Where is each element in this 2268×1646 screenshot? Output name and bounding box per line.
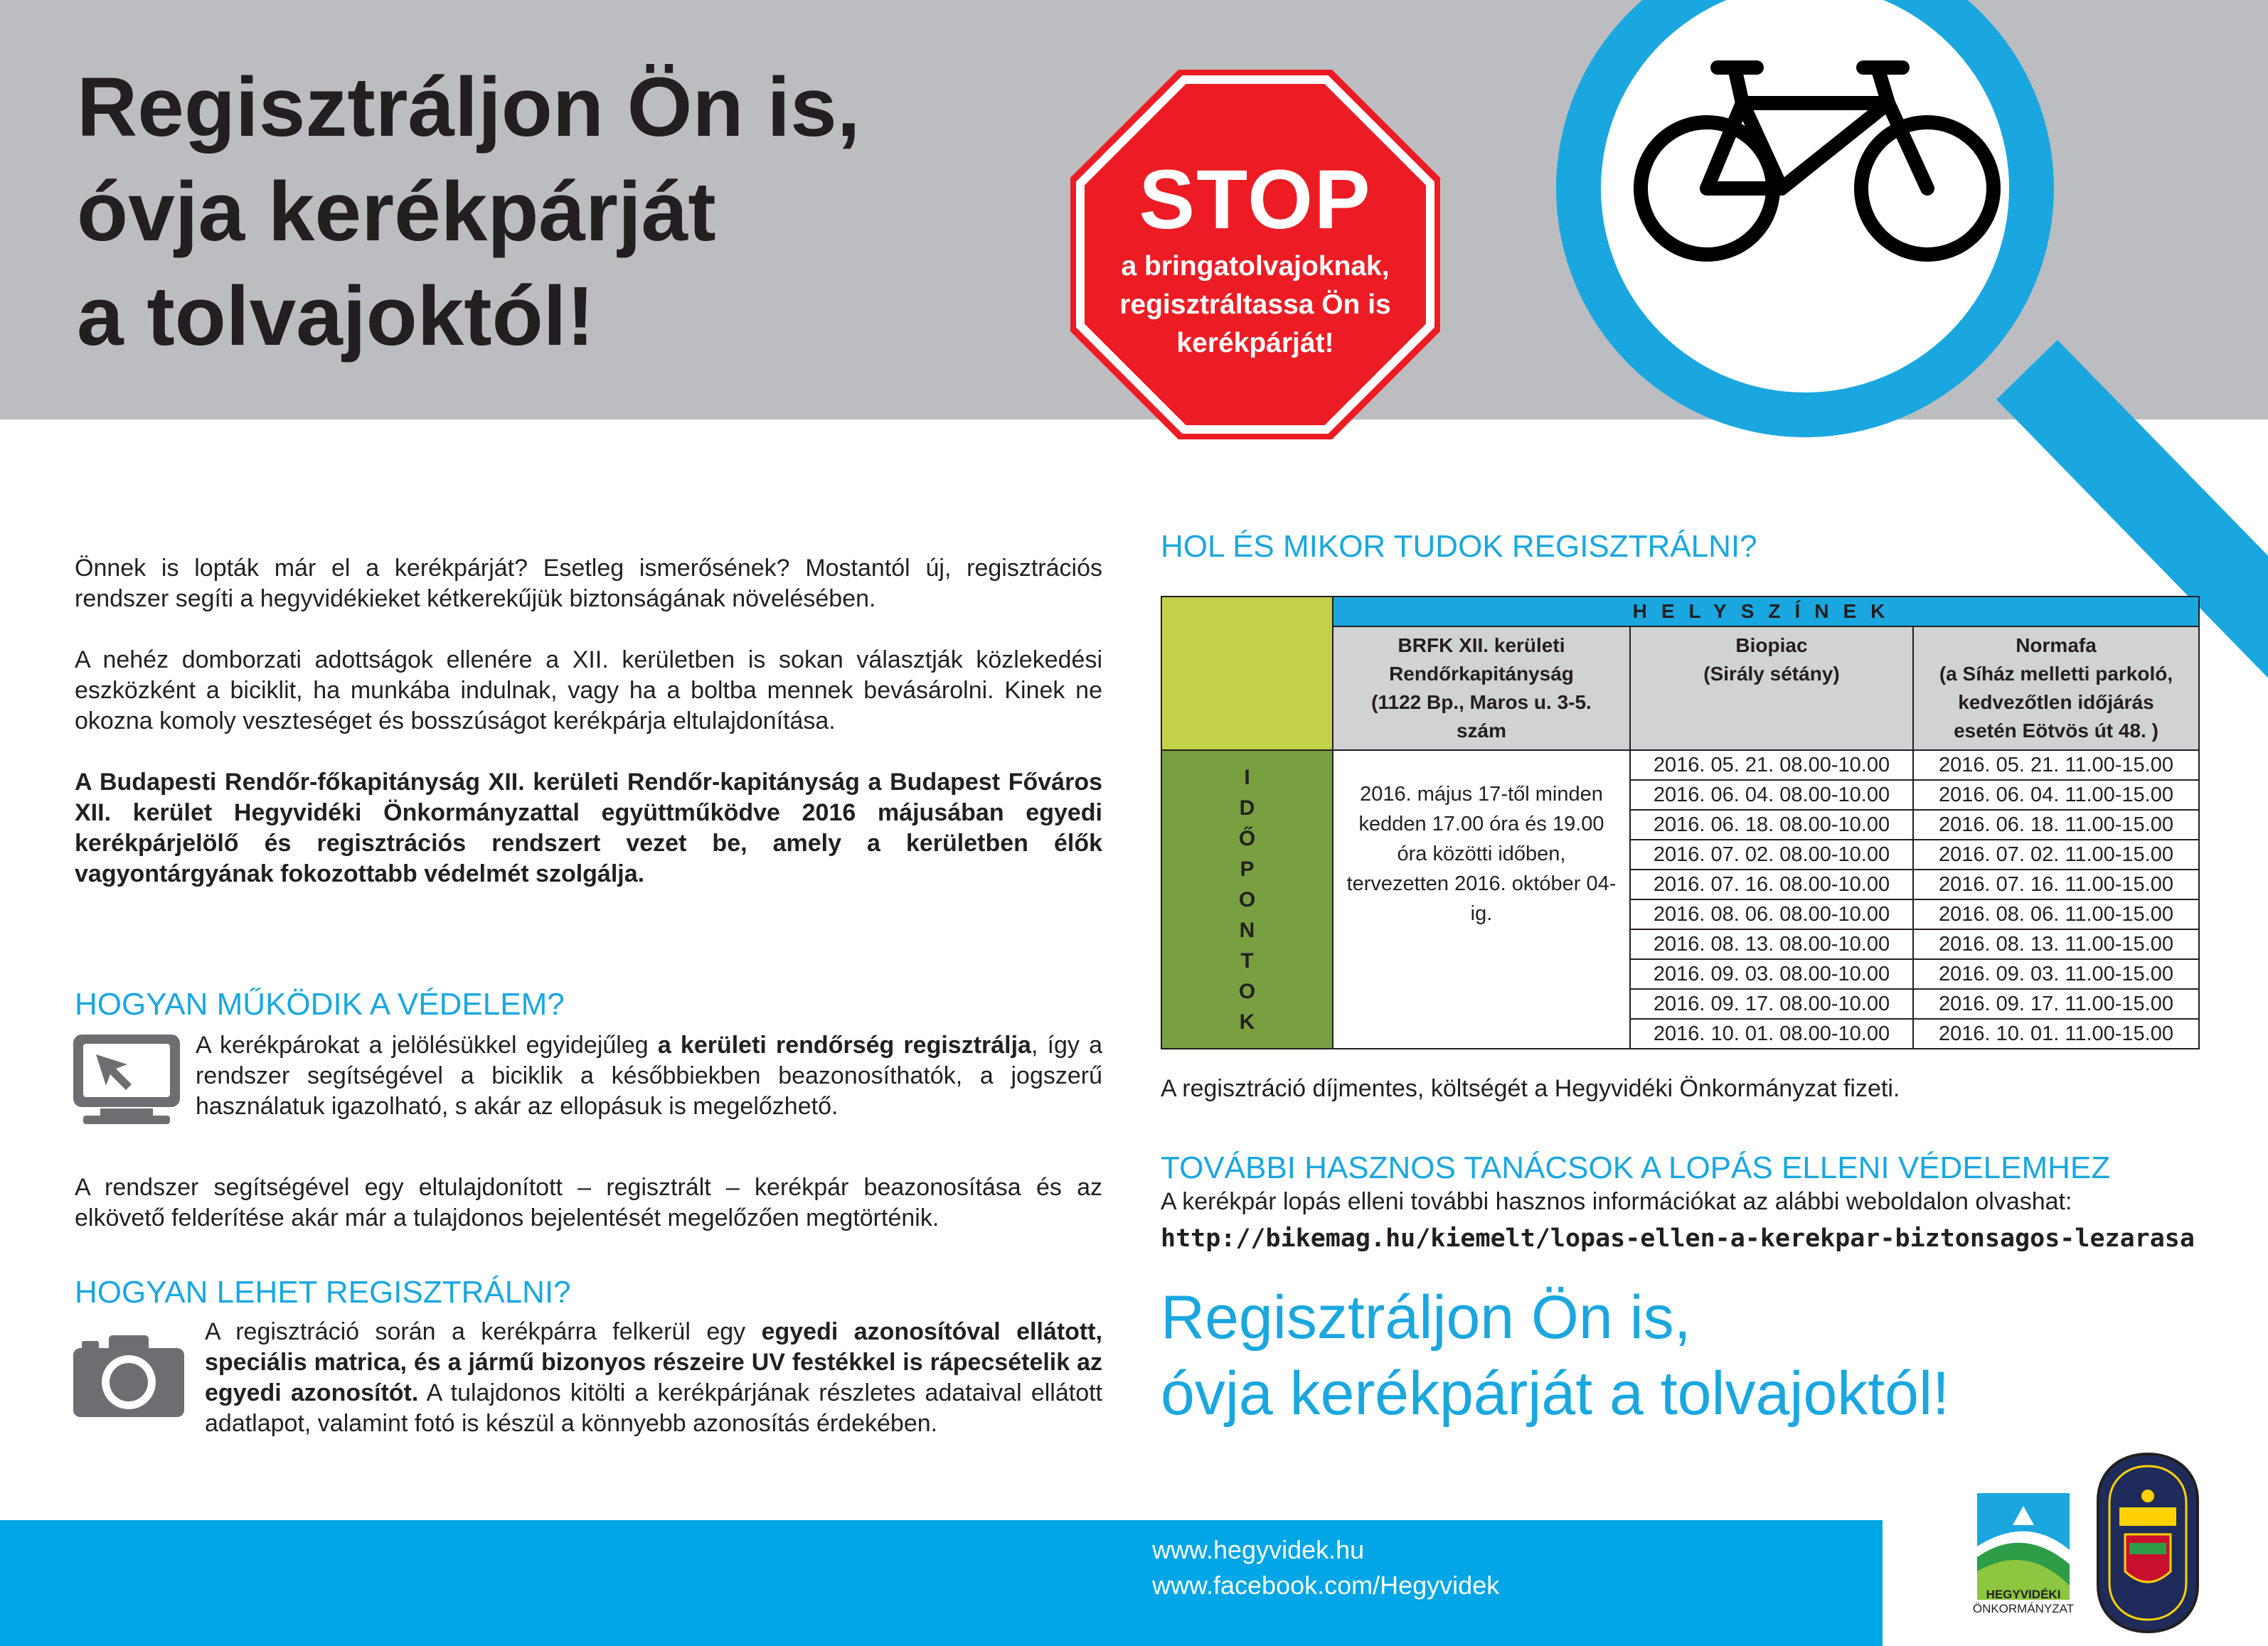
schedule-table [1161, 596, 2200, 1049]
police-badge-icon [2091, 1450, 2205, 1635]
footer-band [0, 1520, 1883, 1646]
table-row [1161, 750, 2199, 780]
how-works-text-2 [75, 1172, 1102, 1234]
location-line: szám [1456, 720, 1507, 742]
times-letter: I [1244, 765, 1250, 789]
how-works-text-a: A kerékpárokat a jelölésükkel egyidejűleg [196, 1032, 658, 1059]
footer-links [1152, 1532, 1499, 1603]
times-side-label [1161, 750, 1333, 1049]
biopiac-date: 2016. 06. 04. 08.00-10.00 [1630, 780, 1913, 810]
normafa-date: 2016. 05. 21. 11.00-15.00 [1913, 750, 2199, 780]
how-register-paragraph [205, 1317, 1102, 1439]
times-letter: N [1239, 918, 1255, 942]
stop-subtext [1099, 247, 1412, 363]
times-letter: O [1238, 887, 1256, 912]
table-corner-cell [1161, 597, 1333, 750]
biopiac-date: 2016. 09. 17. 08.00-10.00 [1630, 989, 1913, 1019]
biopiac-date: 2016. 10. 01. 08.00-10.00 [1630, 1019, 1913, 1049]
location-normafa [1913, 626, 2199, 750]
website-link[interactable]: www.hegyvidek.hu [1152, 1535, 1365, 1564]
times-letter: Ő [1238, 826, 1256, 850]
biopiac-date: 2016. 08. 13. 08.00-10.00 [1630, 929, 1913, 959]
intro-paragraph-bold: A Budapesti Rendőr-főkapitányság XII. kerületi Rendőr-kapitányság a Budapest Főváros XII. kerület Hegyvidéki Önkormányzattal együttműködve 2016 májusában egyedi kerékpárjelölő és regisztrációs rendszert vezet be, amely a kerületben élők vagyontárgyának fokozottabb védelmét szolgálja. [75, 769, 1102, 887]
how-register-text-a: A regisztráció során a kerékpárra felkerül egy [205, 1318, 762, 1345]
location-line: Normafa [2016, 634, 2097, 656]
how-works-paragraph [196, 1030, 1102, 1122]
biopiac-date: 2016. 09. 03. 08.00-10.00 [1630, 959, 1913, 989]
main-title [77, 55, 861, 369]
biopiac-date: 2016. 05. 21. 08.00-10.00 [1630, 750, 1913, 780]
times-letter: D [1239, 796, 1255, 820]
location-line: esetén Eötvös út 48. ) [1954, 720, 2158, 742]
tips-text: A kerékpár lopás elleni további hasznos információkat az alábbi weboldalon olvashat: [1161, 1188, 2072, 1215]
computer-cursor-icon [73, 1035, 180, 1127]
how-works-text [196, 1030, 1102, 1122]
section-heading-tips: TOVÁBBI HASZNOS TANÁCSOK A LOPÁS ELLENI VÉDELEMHEZ [1161, 1150, 2111, 1185]
facebook-link[interactable]: www.facebook.com/Hegyvidek [1152, 1571, 1500, 1600]
times-letter: T [1240, 948, 1254, 973]
how-works-text-b: , így a rendszer segítségével a biciklik a későbbiekben beazonosíthatók, a jogszerű használatuk igazolható, s akár az ellopásuk is megelőzhető. [196, 1032, 1102, 1120]
main-title-line: óvja kerékpárját [77, 165, 716, 259]
how-register-text-bold: egyedi azonosítóval ellátott, speciális matrica, és a jármű bizonyos részeire UV festékkel is rápecsételik az egyedi azonosítót. [205, 1318, 1102, 1406]
times-letter: O [1238, 979, 1256, 1003]
times-letter: K [1239, 1010, 1255, 1034]
intro-paragraph: Önnek is lopták már el a kerékpárját? Esetleg ismerősének? Mostantól új, regisztrációs rendszer segíti a hegyvidékieket kétkerekűjük biztonságának növelésében. [75, 555, 1102, 612]
location-brfk [1333, 626, 1630, 750]
normafa-date: 2016. 09. 03. 11.00-15.00 [1913, 959, 2199, 989]
location-biopiac [1630, 626, 1913, 750]
location-line: (Sirály sétány) [1703, 663, 1840, 685]
stop-subtext-line: a bringatolvajoknak, [1121, 251, 1390, 282]
normafa-date: 2016. 07. 02. 11.00-15.00 [1913, 840, 2199, 870]
normafa-date: 2016. 09. 17. 11.00-15.00 [1913, 989, 2199, 1019]
logo-text-line: HEGYVIDÉKI [1986, 1588, 2061, 1601]
location-line: Rendőrkapitányság [1389, 663, 1574, 685]
how-works-paragraph-2: A rendszer segítségével egy eltulajdonított – regisztrált – kerékpár beazonosítása és az elkövető felderítése akár már a tulajdonos bejelentését megelőzően megtörténik. [75, 1174, 1102, 1231]
section-heading-how-register: HOGYAN LEHET REGISZTRÁLNI? [75, 1275, 571, 1310]
times-letter: P [1240, 857, 1255, 881]
location-line: BRFK XII. kerületi [1397, 634, 1565, 656]
free-registration-note: A regisztráció díjmentes, költségét a Hegyvidéki Önkormányzat fizeti. [1161, 1075, 1900, 1102]
how-register-text-b: A tulajdonos kitölti a kerékpárjának részletes adataival ellátott adatlapot, valamint fotó is készül a könnyebb azonosítás érdekében. [205, 1379, 1102, 1437]
tips-url-link[interactable]: http://bikemag.hu/kiemelt/lopas-ellen-a-kerekpar-biztonsagos-lezarasa [1161, 1224, 2195, 1253]
location-line: Biopiac [1735, 634, 1808, 656]
normafa-date: 2016. 08. 13. 11.00-15.00 [1913, 929, 2199, 959]
stop-word: STOP [1139, 153, 1372, 247]
location-line: kedvezőtlen időjárás [1958, 691, 2154, 713]
stop-sign-text [1070, 70, 1440, 439]
biopiac-date: 2016. 08. 06. 08.00-10.00 [1630, 899, 1913, 929]
intro-text [75, 553, 1102, 889]
section-heading-schedule: HOL ÉS MIKOR TUDOK REGISZTRÁLNI? [1161, 529, 1757, 564]
normafa-date: 2016. 10. 01. 11.00-15.00 [1913, 1019, 2199, 1049]
biopiac-date: 2016. 06. 18. 08.00-10.00 [1630, 810, 1913, 840]
biopiac-date: 2016. 07. 02. 08.00-10.00 [1630, 840, 1913, 870]
locations-header: HELYSZÍNEK [1333, 597, 2199, 626]
how-register-text [205, 1317, 1102, 1439]
how-works-text-bold: a kerületi rendőrség regisztrálja [657, 1032, 1031, 1059]
intro-paragraph: A nehéz domborzati adottságok ellenére a XII. kerületben is sokan választják közlekedési eszközként a biciklit, ha munkába indulnak, vagy ha a boltba mennek bevásárolni. Kinek ne okozna komoly veszteséget és bosszúságot kerékpárja eltulajdonítása. [75, 646, 1102, 734]
stop-subtext-line: kerékpárját! [1176, 328, 1334, 358]
slogan-line: óvja kerékpárját a tolvajoktól! [1161, 1359, 1950, 1428]
location-line: (1122 Bp., Maros u. 3-5. [1371, 691, 1592, 713]
brfk-times: 2016. május 17-től minden kedden 17.00 óra és 19.00 óra közötti időben, tervezetten 2016. október 04-ig. [1333, 750, 1630, 1049]
section-heading-how-works: HOGYAN MŰKÖDIK A VÉDELEM? [75, 987, 565, 1022]
main-title-line: a tolvajoktól! [77, 269, 595, 363]
normafa-date: 2016. 07. 16. 11.00-15.00 [1913, 870, 2199, 899]
biopiac-date: 2016. 07. 16. 08.00-10.00 [1630, 870, 1913, 899]
logo-text-line: ÖNKORMÁNYZAT [1972, 1602, 2075, 1615]
hegyvidek-logo-text [1952, 1588, 2094, 1616]
slogan-line: Regisztráljon Ön is, [1161, 1283, 1691, 1352]
stop-subtext-line: regisztráltassa Ön is [1119, 289, 1391, 320]
main-title-line: Regisztráljon Ön is, [77, 60, 861, 154]
normafa-date: 2016. 08. 06. 11.00-15.00 [1913, 899, 2199, 929]
slogan [1161, 1280, 1949, 1432]
normafa-date: 2016. 06. 04. 11.00-15.00 [1913, 780, 2199, 810]
normafa-date: 2016. 06. 18. 11.00-15.00 [1913, 810, 2199, 840]
location-line: (a Síház melletti parkoló, [1939, 663, 2173, 685]
camera-icon [73, 1335, 184, 1417]
